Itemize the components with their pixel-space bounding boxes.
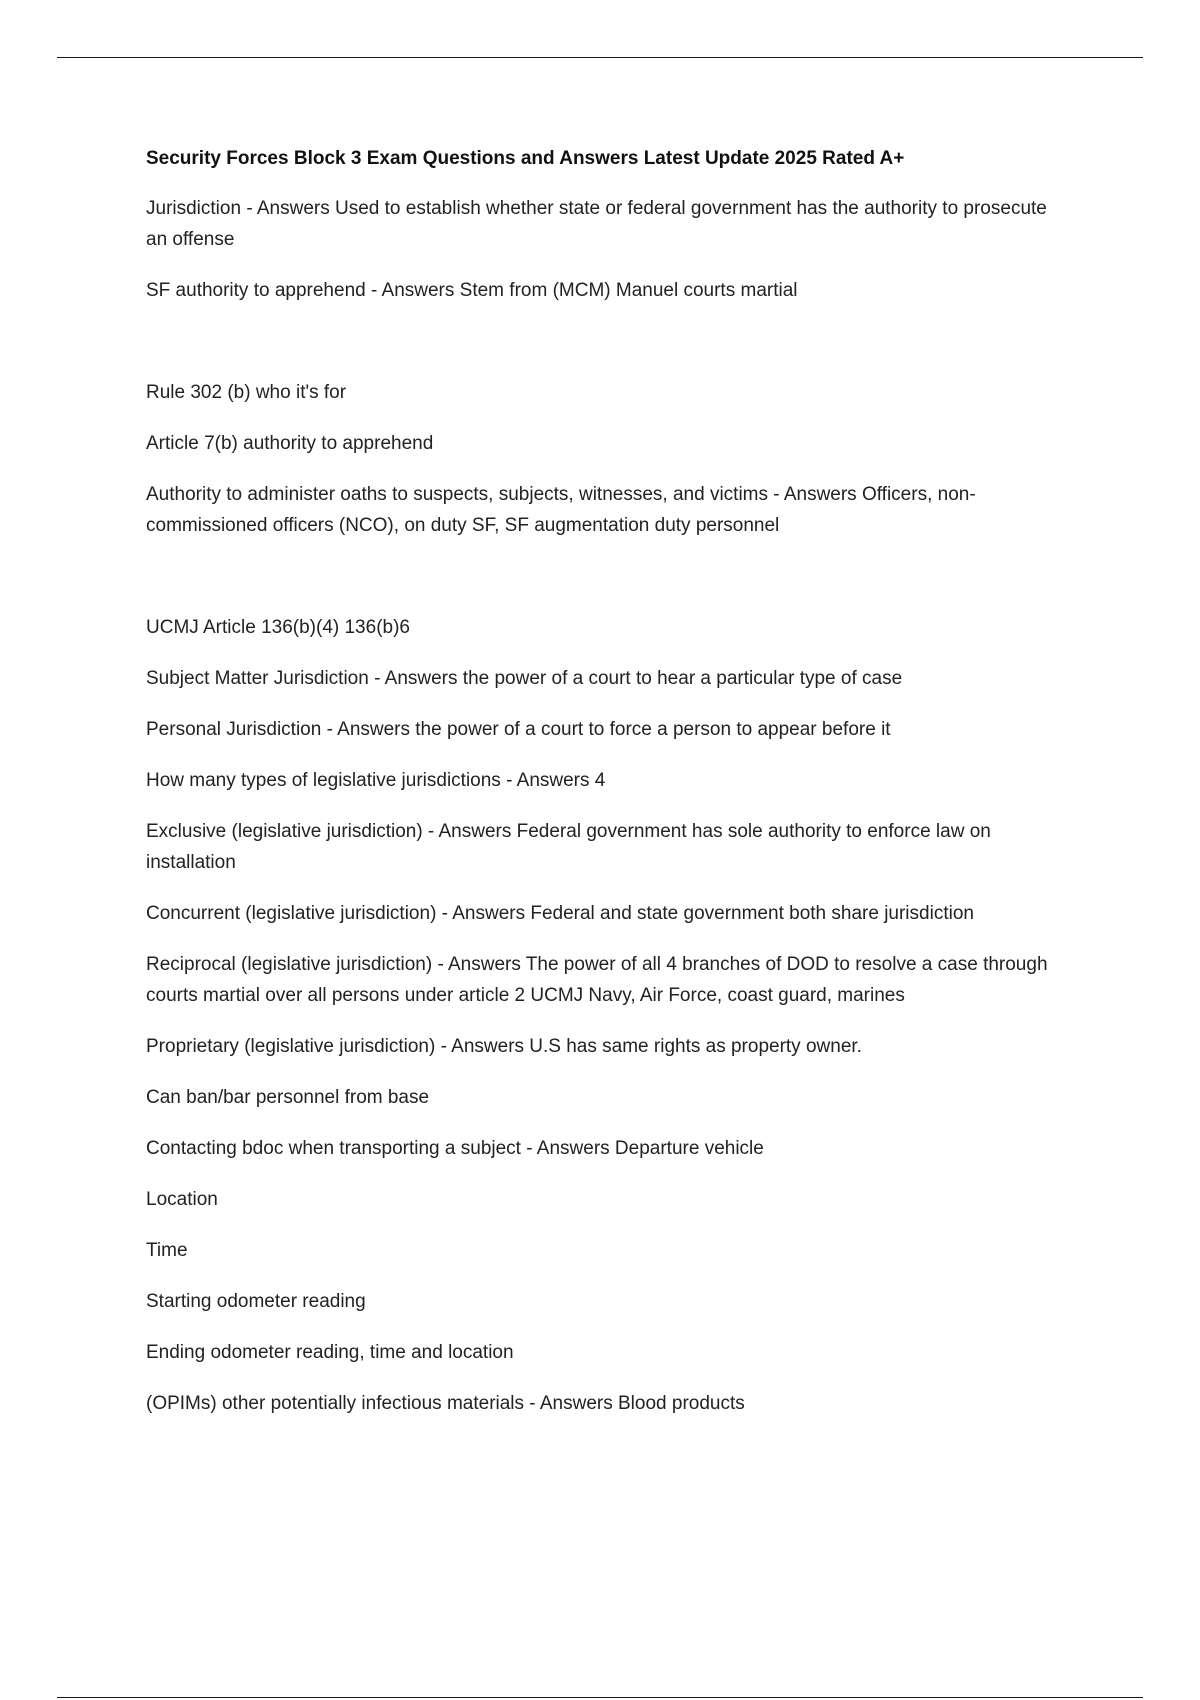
paragraph: Subject Matter Jurisdiction - Answers the power of a court to hear a particular type of case (146, 668, 903, 689)
paragraph: Ending odometer reading, time and location (146, 1342, 514, 1363)
paragraph: Rule 302 (b) who it's for (146, 382, 347, 403)
document-title: Security Forces Block 3 Exam Questions and Answers Latest Update 2025 Rated A+ (146, 148, 905, 169)
paragraph: Jurisdiction - Answers Used to establish whether state or federal government has the authority to prosecute an offense (146, 198, 1047, 250)
document-body (146, 145, 1066, 1439)
paragraph: Proprietary (legislative jurisdiction) - Answers U.S has same rights as property owner. (146, 1036, 862, 1057)
paragraph: UCMJ Article 136(b)(4) 136(b)6 (146, 617, 410, 638)
paragraph: Article 7(b) authority to apprehend (146, 433, 434, 454)
paragraph: Authority to administer oaths to suspects, subjects, witnesses, and victims - Answers Officers, non-commissioned officers (NCO), on duty SF, SF augmentation duty personnel (146, 484, 976, 536)
paragraph: (OPIMs) other potentially infectious materials - Answers Blood products (146, 1393, 745, 1414)
paragraph: Time (146, 1240, 188, 1261)
paragraph: Exclusive (legislative jurisdiction) - Answers Federal government has sole authority to enforce law on installation (146, 821, 991, 873)
paragraph: Contacting bdoc when transporting a subject - Answers Departure vehicle (146, 1138, 764, 1159)
paragraph: How many types of legislative jurisdictions - Answers 4 (146, 770, 606, 791)
header-rule (57, 57, 1143, 58)
paragraph: Reciprocal (legislative jurisdiction) - Answers The power of all 4 branches of DOD to resolve a case through courts martial over all persons under article 2 UCMJ Navy, Air Force, coast guard, marines (146, 954, 1048, 1006)
paragraph: Location (146, 1189, 218, 1210)
paragraph: Can ban/bar personnel from base (146, 1087, 430, 1108)
paragraph: Starting odometer reading (146, 1291, 366, 1312)
paragraph: Personal Jurisdiction - Answers the power of a court to force a person to appear before it (146, 719, 891, 740)
paragraph: SF authority to apprehend - Answers Stem from (MCM) Manuel courts martial (146, 280, 798, 301)
paragraph: Concurrent (legislative jurisdiction) - Answers Federal and state government both share jurisdiction (146, 903, 974, 924)
footer-rule (57, 1697, 1143, 1698)
